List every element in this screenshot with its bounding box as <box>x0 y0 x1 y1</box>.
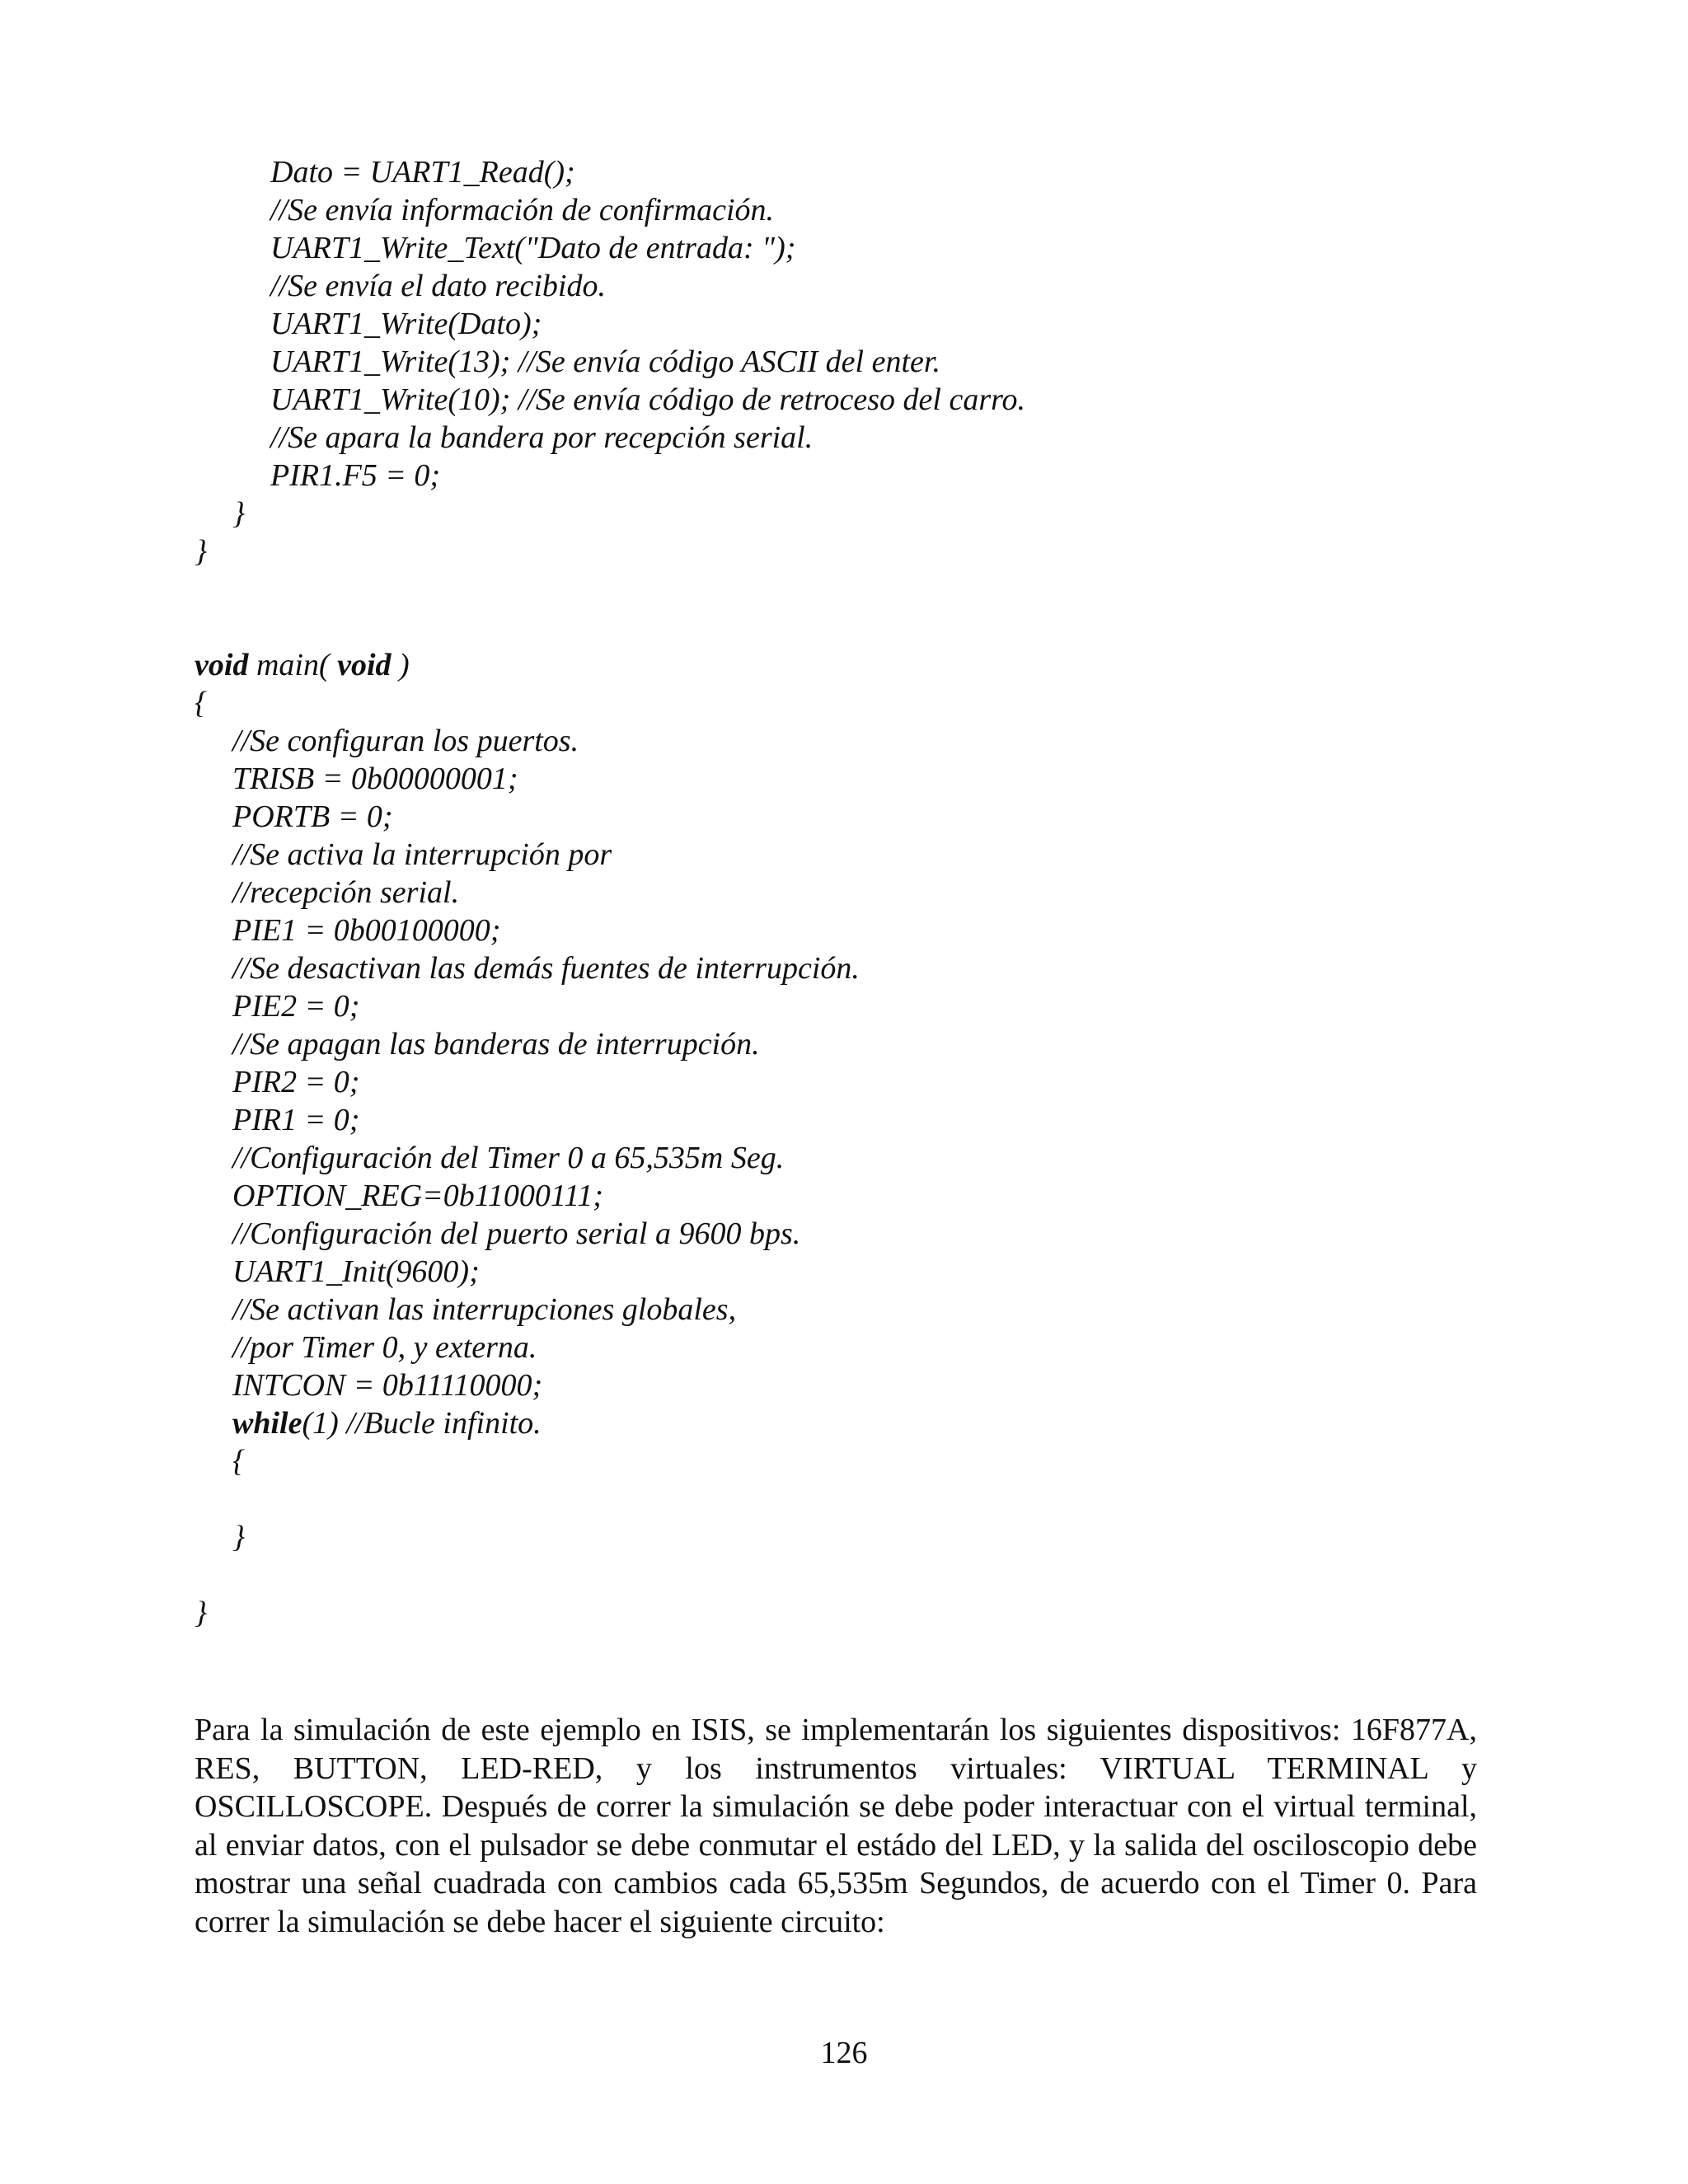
code-text: PIR2 = 0; <box>232 1065 360 1099</box>
code-text: PORTB = 0; <box>232 799 393 834</box>
code-text: } <box>232 1520 246 1554</box>
code-text: //Se configuran los puertos. <box>232 724 579 758</box>
code-text: //Se apara la bandera por recepción serial. <box>270 420 814 455</box>
code-text: //Se envía información de confirmación. <box>270 193 775 227</box>
code-line <box>195 1177 1546 1215</box>
code-line <box>195 457 1546 494</box>
code-line <box>195 1366 1546 1404</box>
code-line <box>195 1139 1546 1177</box>
code-text: ) <box>391 648 410 682</box>
code-text: UART1_Write(13); //Se envía código ASCII del enter. <box>270 344 940 379</box>
code-text: PIE1 = 0b00100000; <box>232 913 501 948</box>
code-line <box>195 343 1546 381</box>
code-text: //Se activa la interrupción por <box>232 837 612 872</box>
code-line <box>195 305 1546 343</box>
code-line <box>195 836 1546 874</box>
code-text: { <box>195 686 208 720</box>
code-line <box>195 1594 1546 1632</box>
code-line <box>195 1404 1546 1442</box>
code-text: //Configuración del Timer 0 a 65,535m Seg. <box>232 1141 785 1175</box>
code-line <box>195 798 1546 836</box>
body-paragraph: Para la simulación de este ejemplo en ISIS, se implementarán los siguientes dispositivos: 16F877A, RES, BUTTON, LED-RED, y los instrumentos virtuales: VIRTUAL TERMINAL y OSCILLOSCOPE. Después de correr la simulación se debe poder interactuar con el virtual terminal, al enviar datos, con el pulsador se debe conmutar el estádo del LED, y la salida del osciloscopio debe mostrar una señal cuadrada con cambios cada 65,535m Segundos, de acuerdo con el Timer 0. Para correr la simulación se debe hacer el siguiente circuito: <box>195 1713 1477 1939</box>
code-line <box>195 1063 1546 1101</box>
code-line <box>195 267 1546 305</box>
code-text: INTCON = 0b11110000; <box>232 1368 543 1403</box>
code-text: } <box>232 496 246 531</box>
code-text: } <box>195 534 208 569</box>
code-line <box>195 153 1546 191</box>
code-text: (1) //Bucle infinito. <box>302 1406 542 1441</box>
code-line <box>195 229 1546 267</box>
code-listing <box>195 153 1546 1632</box>
code-text: //Se activan las interrupciones globales, <box>232 1292 737 1327</box>
code-text: PIR1.F5 = 0; <box>270 458 441 493</box>
code-line <box>195 608 1546 646</box>
code-text: UART1_Write(Dato); <box>270 307 542 341</box>
code-text: //Configuración del puerto serial a 9600 bps. <box>232 1216 801 1251</box>
code-text: //recepción serial. <box>232 875 460 910</box>
code-text: //por Timer 0, y externa. <box>232 1330 537 1365</box>
code-line <box>195 1253 1546 1291</box>
code-text: //Se desactivan las demás fuentes de interrupción. <box>232 951 860 986</box>
code-line <box>195 874 1546 912</box>
code-text: TRISB = 0b00000001; <box>232 762 518 796</box>
code-line <box>195 987 1546 1025</box>
code-text: main( <box>248 648 338 682</box>
code-line <box>195 760 1546 798</box>
code-text: UART1_Write(10); //Se envía código de retroceso del carro. <box>270 382 1026 417</box>
code-keyword: while <box>232 1406 302 1441</box>
code-line <box>195 1215 1546 1253</box>
code-line <box>195 532 1546 570</box>
code-line <box>195 949 1546 987</box>
code-line <box>195 494 1546 532</box>
code-text: PIR1 = 0; <box>232 1103 360 1137</box>
code-line <box>195 1025 1546 1063</box>
code-line <box>195 191 1546 229</box>
code-line <box>195 1480 1546 1518</box>
code-text: UART1_Init(9600); <box>232 1254 480 1289</box>
code-text: PIE2 = 0; <box>232 989 360 1024</box>
code-text: OPTION_REG=0b11000111; <box>232 1179 603 1213</box>
code-keyword: void <box>195 648 249 682</box>
code-text: } <box>195 1596 208 1630</box>
code-line <box>195 684 1546 722</box>
code-line <box>195 381 1546 419</box>
code-line <box>195 722 1546 760</box>
code-line <box>195 1442 1546 1480</box>
code-line <box>195 1101 1546 1139</box>
code-line <box>195 912 1546 949</box>
code-line <box>195 1329 1546 1366</box>
code-text: //Se envía el dato recibido. <box>270 269 606 303</box>
code-text: { <box>232 1444 246 1479</box>
code-line <box>195 1291 1546 1329</box>
code-line <box>195 419 1546 457</box>
code-text: //Se apagan las banderas de interrupción. <box>232 1027 760 1062</box>
code-text: UART1_Write_Text("Dato de entrada: "); <box>270 231 796 265</box>
page-number: 126 <box>820 2036 868 2070</box>
code-line <box>195 570 1546 608</box>
code-text: Dato = UART1_Read(); <box>270 155 575 190</box>
code-line <box>195 1518 1546 1556</box>
code-keyword: void <box>337 648 392 682</box>
code-line <box>195 646 1546 684</box>
code-line <box>195 1556 1546 1594</box>
